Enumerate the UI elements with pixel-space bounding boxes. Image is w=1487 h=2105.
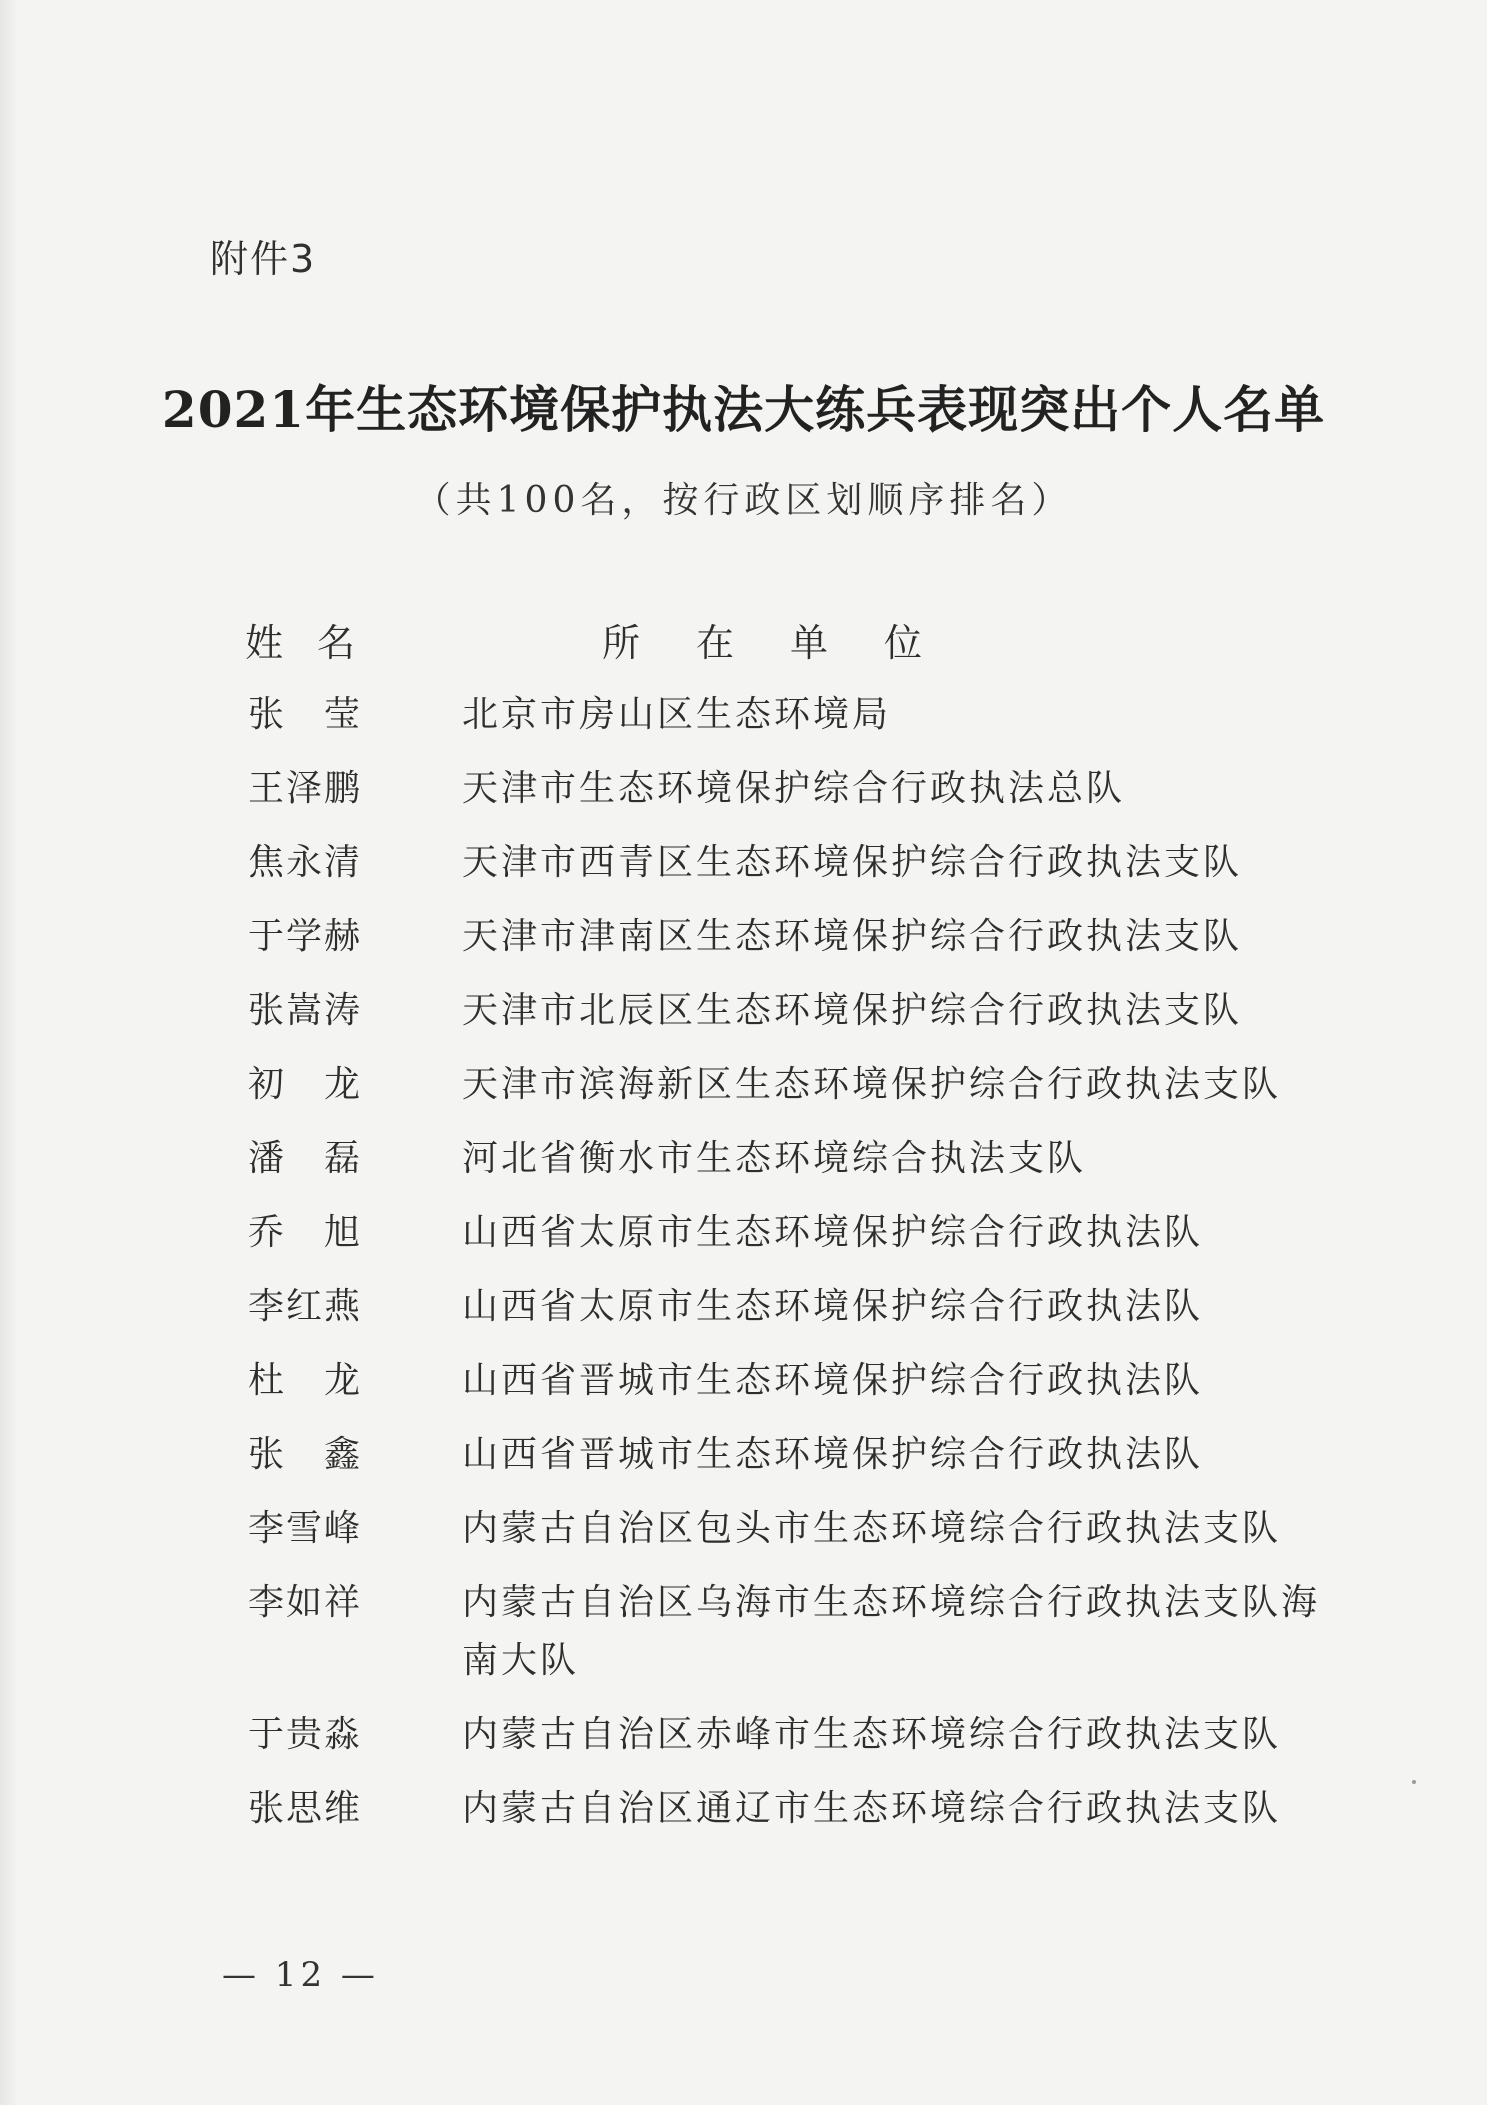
name-char: 李 <box>248 1508 285 1549</box>
person-name <box>248 1130 360 1188</box>
table-row <box>0 908 1487 982</box>
name-char: 王 <box>248 768 285 809</box>
work-unit: 内蒙古自治区赤峰市生态环境综合行政执法支队 <box>462 1714 1282 1755</box>
table-row <box>0 1780 1487 1854</box>
name-char: 初 <box>248 1064 285 1105</box>
name-char: 张 <box>248 990 285 1031</box>
name-char: 赫 <box>323 916 360 957</box>
name-char: 杜 <box>248 1360 285 1401</box>
name-char: 峰 <box>323 1508 360 1549</box>
person-name <box>248 686 360 744</box>
header-unit-char: 单 <box>789 621 828 665</box>
name-char: 清 <box>323 842 360 883</box>
table-row <box>0 1426 1487 1500</box>
person-name <box>248 1278 360 1336</box>
work-unit: 天津市西青区生态环境保护综合行政执法支队 <box>462 842 1243 883</box>
name-char: 学 <box>285 916 322 957</box>
name-char: 旭 <box>323 1212 360 1253</box>
header-unit-char: 在 <box>695 621 734 665</box>
work-unit: 北京市房山区生态环境局 <box>462 694 892 735</box>
page-number: — 12 — <box>222 1955 379 1995</box>
name-char: 龙 <box>323 1064 360 1105</box>
scan-speck <box>1412 1780 1416 1784</box>
work-unit: 天津市滨海新区生态环境保护综合行政执法支队 <box>462 1064 1282 1105</box>
person-name <box>248 1500 360 1558</box>
work-unit: 内蒙古自治区乌海市生态环境综合行政执法支队海南大队 <box>462 1582 1321 1681</box>
person-name <box>248 908 360 966</box>
name-char: 潘 <box>248 1138 285 1179</box>
name-char: 莹 <box>323 694 360 735</box>
person-name <box>248 1056 360 1114</box>
attachment-label: 附件3 <box>210 237 317 281</box>
table-row <box>0 1204 1487 1278</box>
work-unit: 天津市北辰区生态环境保护综合行政执法支队 <box>462 990 1243 1031</box>
header-unit-column <box>602 612 922 667</box>
name-char: 维 <box>323 1788 360 1829</box>
person-name <box>248 1574 360 1632</box>
table-row <box>0 760 1487 834</box>
work-unit: 山西省太原市生态环境保护综合行政执法队 <box>462 1286 1204 1327</box>
table-row <box>0 982 1487 1056</box>
name-char: 鑫 <box>323 1434 360 1475</box>
name-char: 乔 <box>248 1212 285 1253</box>
person-name <box>248 982 360 1040</box>
work-unit: 河北省衡水市生态环境综合执法支队 <box>462 1138 1087 1179</box>
table-row <box>0 1500 1487 1574</box>
name-char: 淼 <box>323 1714 360 1755</box>
name-char: 涛 <box>323 990 360 1031</box>
header-name-char: 姓 <box>245 621 284 665</box>
header-name-char: 名 <box>316 621 355 665</box>
header-unit-char: 位 <box>883 621 922 665</box>
name-char: 祥 <box>323 1582 360 1623</box>
table-row <box>0 1130 1487 1204</box>
work-unit: 山西省晋城市生态环境保护综合行政执法队 <box>462 1434 1204 1475</box>
name-char: 李 <box>248 1286 285 1327</box>
work-unit: 内蒙古自治区通辽市生态环境综合行政执法支队 <box>462 1788 1282 1829</box>
table-row <box>0 1278 1487 1352</box>
work-unit: 山西省晋城市生态环境保护综合行政执法队 <box>462 1360 1204 1401</box>
person-name <box>248 1706 360 1764</box>
person-name <box>248 1204 360 1262</box>
name-char: 泽 <box>285 768 322 809</box>
name-char: 如 <box>285 1582 322 1623</box>
name-char: 贵 <box>285 1714 322 1755</box>
table-row <box>0 834 1487 908</box>
person-name <box>248 1352 360 1410</box>
name-char: 张 <box>248 694 285 735</box>
work-unit: 内蒙古自治区包头市生态环境综合行政执法支队 <box>462 1508 1282 1549</box>
name-char: 于 <box>248 916 285 957</box>
person-name <box>248 1426 360 1484</box>
table-row <box>0 686 1487 760</box>
name-char: 李 <box>248 1582 285 1623</box>
name-char: 永 <box>285 842 322 883</box>
work-unit: 天津市生态环境保护综合行政执法总队 <box>462 768 1126 809</box>
document-subtitle: （共100名，按行政区划顺序排名） <box>414 480 1073 521</box>
document-title: 2021年生态环境保护执法大练兵表现突出个人名单 <box>161 380 1326 439</box>
header-name-column <box>245 612 355 667</box>
table-row <box>0 1352 1487 1426</box>
name-char: 张 <box>248 1788 285 1829</box>
name-char: 鹏 <box>323 768 360 809</box>
name-char: 雪 <box>285 1508 322 1549</box>
name-char: 张 <box>248 1434 285 1475</box>
name-char: 燕 <box>323 1286 360 1327</box>
table-row <box>0 1706 1487 1780</box>
table-header <box>0 612 1487 665</box>
name-char: 焦 <box>248 842 285 883</box>
header-unit-char: 所 <box>602 621 641 665</box>
name-char: 磊 <box>323 1138 360 1179</box>
table-row <box>0 1056 1487 1130</box>
name-char: 红 <box>285 1286 322 1327</box>
name-char: 嵩 <box>285 990 322 1031</box>
person-name <box>248 834 360 892</box>
name-char: 于 <box>248 1714 285 1755</box>
work-unit: 山西省太原市生态环境保护综合行政执法队 <box>462 1212 1204 1253</box>
person-name <box>248 760 360 818</box>
person-name <box>248 1780 360 1838</box>
honoree-list <box>0 686 1487 1854</box>
table-row <box>0 1574 1487 1706</box>
name-char: 龙 <box>323 1360 360 1401</box>
name-char: 思 <box>285 1788 322 1829</box>
work-unit: 天津市津南区生态环境保护综合行政执法支队 <box>462 916 1243 957</box>
